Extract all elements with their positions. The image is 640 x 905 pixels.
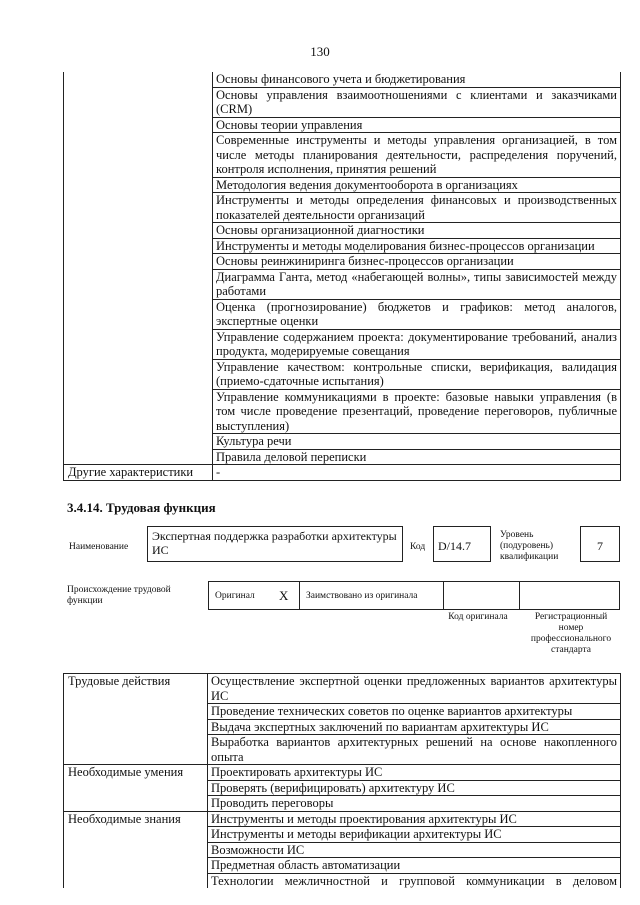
- knowledge-item: Правила деловой переписки: [213, 449, 621, 465]
- original-label: Оригинал: [215, 591, 255, 601]
- knowledge-table-continued: [63, 72, 621, 481]
- knowledge-item: Предметная область автоматизации: [208, 858, 621, 874]
- knowledge-item: Оценка (прогнозирование) бюджетов и графиков: метод аналогов, экспертные оценки: [213, 299, 621, 329]
- divider: [519, 582, 520, 609]
- knowledge-item: Основы организационной диагностики: [213, 223, 621, 239]
- action-item: Выработка вариантов архитектурных решений на основе накопленного опыта: [208, 735, 621, 765]
- knowledge-item: Основы реинжиниринга бизнес-процессов организации: [213, 254, 621, 270]
- knowledge-item: Инструменты и методы проектирования архитектуры ИС: [208, 811, 621, 827]
- knowledge-item: Методология ведения документооборота в организациях: [213, 177, 621, 193]
- knowledge-item: Инструменты и методы моделирования бизнес-процессов организации: [213, 238, 621, 254]
- knowledge-item: Управление качеством: контрольные списки, верификация, валидация (приемо-сдаточные испытания): [213, 359, 621, 389]
- function-name-field: Экспертная поддержка разработки архитектуры ИС: [147, 526, 403, 562]
- knowledge-item: Инструменты и методы верификации архитектуры ИС: [208, 827, 621, 843]
- section-heading: 3.4.14. Трудовая функция: [67, 500, 216, 515]
- knowledge-label: Необходимые знания: [64, 811, 208, 888]
- divider: [299, 582, 300, 609]
- other-characteristics-value: -: [213, 465, 621, 481]
- reg-number-label: Регистрационный номер профессионального стандарта: [530, 612, 612, 655]
- action-item: Осуществление экспертной оценки предложенных вариантов архитектуры ИС: [208, 674, 621, 704]
- skill-item: Проектировать архитектуры ИС: [208, 765, 621, 781]
- code-original-label: Код оригинала: [448, 612, 508, 622]
- borrowed-label: Заимствовано из оригинала: [306, 591, 418, 601]
- knowledge-item: Управление коммуникациями в проекте: базовые навыки управления (в том числе проведение презентаций, проведение переговоров, публичные выступления): [213, 389, 621, 434]
- other-characteristics-label: Другие характеристики: [64, 465, 213, 481]
- skill-item: Проводить переговоры: [208, 796, 621, 812]
- knowledge-item: Основы теории управления: [213, 117, 621, 133]
- skill-item: Проверять (верифицировать) архитектуру ИС: [208, 780, 621, 796]
- origin-label: Происхождение трудовой функции: [67, 585, 171, 606]
- knowledge-item: Диаграмма Ганта, метод «набегающей волны», типы зависимостей между работами: [213, 269, 621, 299]
- knowledge-item: Технологии межличностной и групповой коммуникации в деловом: [208, 873, 621, 888]
- knowledge-item: Основы управления взаимоотношениями с клиентами и заказчиками (CRM): [213, 87, 621, 117]
- actions-label: Трудовые действия: [64, 674, 208, 765]
- code-label: Код: [410, 542, 426, 552]
- level-field: 7: [580, 526, 620, 562]
- action-item: Проведение технических советов по оценке вариантов архитектуры: [208, 704, 621, 720]
- labor-function-table: [63, 673, 621, 888]
- original-mark: X: [279, 588, 289, 603]
- skills-label: Необходимые умения: [64, 765, 208, 812]
- label-cell-empty: [64, 72, 213, 465]
- action-item: Выдача экспертных заключений по вариантам архитектуры ИС: [208, 719, 621, 735]
- divider: [443, 582, 444, 609]
- knowledge-item: Основы финансового учета и бюджетирования: [213, 72, 621, 87]
- knowledge-item: Возможности ИС: [208, 842, 621, 858]
- code-field: D/14.7: [433, 526, 491, 562]
- knowledge-item: Управление содержанием проекта: документирование требований, анализ продукта, модерируемые совещания: [213, 329, 621, 359]
- knowledge-item: Инструменты и методы определения финансовых и производственных показателей деятельности организаций: [213, 193, 621, 223]
- level-label: Уровень (подуровень) квалификации: [500, 530, 559, 562]
- origin-row: [208, 581, 620, 610]
- knowledge-item: Современные инструменты и методы управления организацией, в том числе методы планирования деятельности, распределения поручений, контроля исполнения, принятия решений: [213, 133, 621, 178]
- page-number: 130: [310, 44, 330, 59]
- name-label: Наименование: [69, 542, 129, 552]
- knowledge-item: Культура речи: [213, 434, 621, 450]
